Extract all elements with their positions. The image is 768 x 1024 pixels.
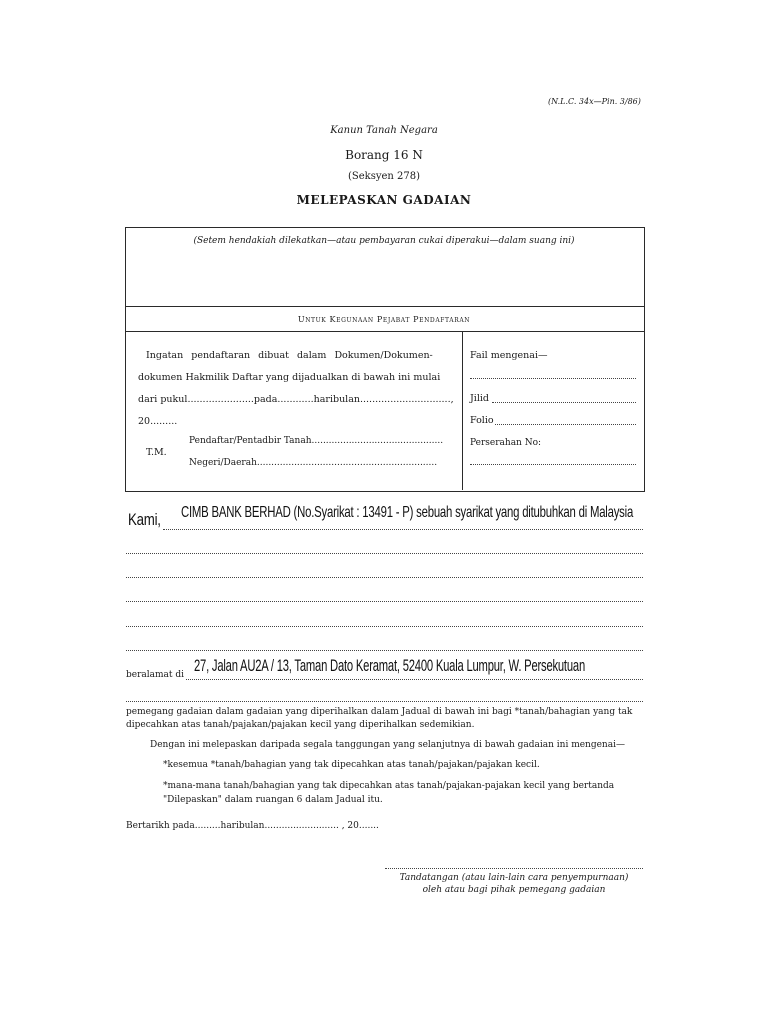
registry-heading: Untuk Kegunaan Pejabat Pendaftaran — [297, 315, 471, 324]
registry-memo-line-3: dari pukul......................pada............haribulan.............................., — [138, 394, 454, 405]
signature-caption-2: oleh atau bagi pihak pemegang gadaian — [422, 885, 606, 895]
party-dotted-line-3 — [126, 601, 643, 602]
signature-dotted-line — [385, 868, 643, 869]
registry-state: Negeri/Daerah............................................................... — [189, 458, 438, 468]
form-title: MELEPASKAN GADAIAN — [296, 193, 472, 207]
registry-jilid: Jilid — [470, 393, 490, 404]
option-2-line-1: *mana-mana tanah/bahagian yang tak dipecahkan atas tanah/pajakan-pajakan kecil yang bertanda — [163, 781, 615, 791]
kami-value: CIMB BANK BERHAD (No.Syarikat : 13491 - P) sebuah syarikat yang ditubuhkan di Malaysia — [181, 504, 634, 521]
registry-perserahan: Perserahan No: — [470, 438, 542, 448]
kami-dotted-line — [163, 529, 643, 530]
registry-tm: T.M. — [146, 447, 167, 458]
act-name: Kanun Tanah Negara — [330, 125, 438, 136]
registry-memo-line-2: dokumen Hakmilik Daftar yang dijadualkan di bawah ini mulai — [138, 372, 441, 383]
perserahan-dotted-line — [470, 464, 636, 465]
section-number: (Seksyen 278) — [347, 171, 421, 182]
party-dotted-line-4 — [126, 626, 643, 627]
address-label: beralamat di — [126, 670, 185, 680]
signature-caption-1: Tandatangan (atau lain-lain cara penyempurnaan) — [399, 873, 629, 883]
registry-folio: Folio — [470, 415, 494, 426]
para1-line-2: dipecahkan atas tanah/pajakan/pajakan kecil yang diperihalkan sedemikian. — [126, 720, 475, 730]
option-1: *kesemua *tanah/bahagian yang tak dipecahkan atas tanah/pajakan/pajakan kecil. — [163, 760, 540, 770]
party-dotted-line-1 — [126, 553, 643, 554]
form-number: Borang 16 N — [345, 148, 423, 162]
registry-registrar: Pendaftar/Pentadbir Tanah.............................................. — [189, 436, 444, 446]
dated-line: Bertarikh pada.........haribulan.......................... , 20....... — [126, 821, 379, 831]
registry-memo-line-4: 20......... — [138, 416, 178, 427]
para1-line-1: pemegang gadaian dalam gadaian yang diperihalkan dalam Jadual di bawah ini bagi *tanah/bahagian yang tak — [126, 707, 633, 717]
stamp-divider — [125, 306, 644, 307]
stamp-note: (Setem hendakiah dilekatkan—atau pembayaran cukai diperakui—dalam suang ini) — [193, 236, 575, 246]
form-reference: (N.L.C. 34x—Pin. 3/86) — [548, 97, 641, 106]
address-dotted-line — [186, 679, 643, 680]
registry-heading-divider — [125, 331, 644, 332]
registry-memo-line-1: Ingatan pendaftaran dibuat dalam Dokumen/Dokumen- — [146, 350, 433, 361]
party-dotted-line-2 — [126, 577, 643, 578]
registry-column-divider — [462, 331, 463, 490]
para2: Dengan ini melepaskan daripada segala tanggungan yang selanjutnya di bawah gadaian ini mengenai— — [150, 740, 625, 750]
jilid-dotted-line — [492, 402, 636, 403]
party-dotted-line-5 — [126, 650, 643, 651]
address-value: 27, Jalan AU2A / 13, Taman Dato Keramat, 52400 Kuala Lumpur, W. Persekutuan — [194, 656, 585, 675]
kami-label: Kami, — [128, 510, 161, 529]
folio-dotted-line — [495, 424, 636, 425]
address-dotted-line-2 — [126, 701, 643, 702]
registry-fail: Fail mengenai— — [470, 350, 548, 361]
fail-dotted-line — [470, 378, 636, 379]
option-2-line-2: "Dilepaskan" dalam ruangan 6 dalam Jadual itu. — [163, 795, 383, 805]
